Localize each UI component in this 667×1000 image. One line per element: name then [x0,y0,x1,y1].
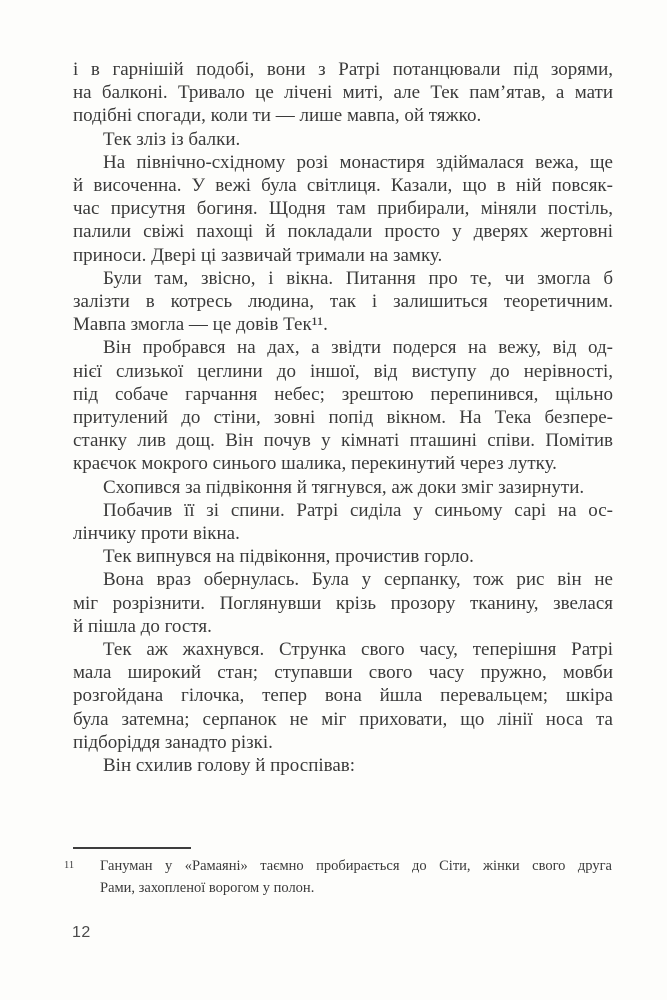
text-line: приноси. Двері ці зазвичай тримали на замку. [73,244,443,266]
footnote-marker: 11 [64,860,75,871]
text-line: нієї слизької цеглини до іншої, від виступу до нерівності, [73,360,613,382]
text-line: мала широкий стан; ступавши свого часу пружно, мовби [73,662,613,684]
paragraph [73,58,613,128]
footnote [64,855,612,899]
paragraph [73,151,613,267]
paragraph [73,499,613,545]
text-line: краєчок мокрого синього шалика, перекинутий через лутку. [73,453,557,475]
text-line: притулений до стіни, зовні попід вікном. На Тека безпере- [73,407,613,429]
paragraph [73,568,613,638]
text-line: розгойдана гілочка, тепер вона йшла перевальцем; шкіра [73,685,613,707]
paragraph [73,545,613,568]
text-line: й пішла до гостя. [73,615,212,637]
text-line: Схопився за підвіконня й тягнувся, аж доки зміг зазирнути. [103,476,585,498]
text-line: підборіддя занадто різкі. [73,731,273,753]
text-line: Тек випнувся на підвіконня, прочистив горло. [103,546,474,568]
text-line: Побачив її зі спини. Ратрі сиділа у синьому сарі на ос- [103,499,613,521]
text-line: на балконі. Тривало це лічені миті, але Тек пам’ятав, а мати [73,82,613,104]
text-line: Він пробрався на дах, а звідти подерся на вежу, від од- [103,337,613,359]
text-line: час присутня богиня. Щодня там прибирали, міняли постіль, [73,198,613,220]
page-number: 12 [72,924,91,941]
footnote-separator [73,847,191,849]
paragraph [73,128,613,151]
text-line: Вона враз обернулась. Була у серпанку, тож рис він не [103,569,613,591]
text-line: Тек аж жахнувся. Струнка свого часу, теперішня Ратрі [103,639,613,661]
paragraph [73,476,613,499]
text-line: Гануман у «Рамаяні» таємно пробирається до Сіти, жінки свого друга [100,858,612,874]
text-line: На північно-східному розі монастиря здіймалася вежа, ще [103,151,613,173]
text-line: залізти в котресь людина, так і залишиться теоретичним. [73,291,613,313]
text-line: Тек зліз із балки. [103,128,241,150]
text-line: міг розрізнити. Поглянувши крізь прозору тканину, звелася [73,592,613,614]
paragraph [73,754,613,777]
text-line: палили свіжі пахощі й покладали просто у дверях жертовні [73,221,613,243]
text-line: подібні спогади, коли ти — лише мавпа, ой тяжко. [73,105,482,127]
text-line: Були там, звісно, і вікна. Питання про те, чи змогла б [103,267,613,289]
text-line: станку лив дощ. Він почув у кімнаті пташині співи. Помітив [73,430,613,452]
body-text [73,58,613,777]
text-line: лінчику проти вікна. [73,523,240,545]
paragraph [73,638,613,754]
paragraph [73,267,613,337]
text-line: Рами, захопленої ворогом у полон. [100,880,315,896]
text-line: й височенна. У вежі була світлиця. Казали, що в ній повсяк- [73,175,613,197]
text-line: Мавпа змогла — це довів Тек¹¹. [73,314,328,336]
text-line: була затемна; серпанок не міг приховати, що лінії носа та [73,708,613,730]
text-line: і в гарнішій подобі, вони з Ратрі потанцювали під зорями, [73,59,613,80]
text-line: під собаче гарчання небес; зрештою перепинився, щільно [73,383,613,405]
text-line: Він схилив голову й проспівав: [103,755,356,777]
footnote-text [100,855,612,899]
paragraph [73,336,613,475]
